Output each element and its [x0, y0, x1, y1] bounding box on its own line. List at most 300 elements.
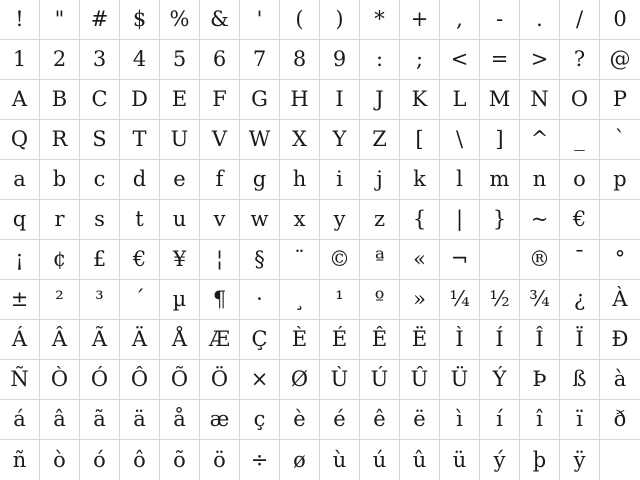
glyph-cell[interactable]	[440, 120, 480, 160]
glyph-character: Q	[10, 127, 29, 151]
glyph-character: V	[211, 127, 228, 151]
glyph-character: f	[215, 167, 224, 191]
glyph-cell[interactable]	[0, 160, 40, 200]
glyph-cell[interactable]	[600, 120, 640, 160]
glyph-character: º	[374, 287, 385, 311]
glyph-cell[interactable]	[200, 360, 240, 400]
glyph-cell[interactable]	[600, 400, 640, 440]
glyph-cell[interactable]	[600, 200, 640, 240]
glyph-character: p	[613, 167, 627, 191]
glyph-character: È	[291, 327, 308, 351]
glyph-cell[interactable]	[280, 80, 320, 120]
glyph-cell[interactable]	[120, 120, 160, 160]
glyph-character: j	[376, 167, 383, 191]
glyph-character: F	[212, 87, 227, 111]
glyph-character: ·	[256, 287, 263, 311]
glyph-cell[interactable]	[240, 400, 280, 440]
glyph-cell[interactable]	[200, 200, 240, 240]
glyph-cell[interactable]	[280, 200, 320, 240]
glyph-character: ª	[374, 247, 385, 271]
glyph-cell[interactable]	[400, 360, 440, 400]
glyph-cell[interactable]	[40, 240, 80, 280]
glyph-character: Á	[11, 327, 28, 351]
glyph-character: Ì	[455, 327, 464, 351]
glyph-cell[interactable]	[320, 320, 360, 360]
glyph-cell[interactable]	[120, 0, 160, 40]
glyph-cell[interactable]	[560, 160, 600, 200]
glyph-cell[interactable]	[40, 400, 80, 440]
glyph-cell[interactable]	[480, 160, 520, 200]
glyph-cell[interactable]	[520, 40, 560, 80]
glyph-character: s	[94, 207, 105, 231]
glyph-cell[interactable]	[600, 440, 640, 480]
glyph-cell[interactable]	[400, 40, 440, 80]
glyph-cell[interactable]	[0, 120, 40, 160]
glyph-cell[interactable]	[480, 360, 520, 400]
glyph-cell[interactable]	[360, 240, 400, 280]
glyph-cell[interactable]	[600, 0, 640, 40]
glyph-cell[interactable]	[320, 160, 360, 200]
glyph-cell[interactable]	[40, 200, 80, 240]
glyph-character: ´	[134, 287, 145, 311]
glyph-cell[interactable]	[240, 120, 280, 160]
glyph-cell[interactable]	[400, 80, 440, 120]
glyph-cell[interactable]	[240, 360, 280, 400]
glyph-character: ô	[133, 447, 146, 472]
glyph-character: ó	[93, 447, 106, 472]
glyph-cell[interactable]	[440, 240, 480, 280]
glyph-character: _	[574, 127, 585, 151]
glyph-cell[interactable]	[160, 40, 200, 80]
glyph-character: ©	[329, 247, 350, 271]
glyph-cell[interactable]	[160, 360, 200, 400]
glyph-cell[interactable]	[440, 80, 480, 120]
glyph-character: í	[496, 407, 503, 431]
glyph-cell[interactable]	[520, 160, 560, 200]
glyph-cell[interactable]	[120, 440, 160, 480]
glyph-character: m	[489, 167, 510, 191]
glyph-cell[interactable]	[520, 440, 560, 480]
glyph-character: Y	[332, 127, 347, 151]
glyph-cell[interactable]	[320, 200, 360, 240]
glyph-cell[interactable]	[160, 400, 200, 440]
glyph-cell[interactable]	[80, 360, 120, 400]
glyph-cell[interactable]	[360, 80, 400, 120]
glyph-character: M	[488, 87, 511, 111]
glyph-cell[interactable]	[160, 120, 200, 160]
glyph-character: ²	[55, 287, 64, 311]
glyph-character: {	[412, 207, 427, 231]
glyph-character: -	[495, 7, 504, 31]
glyph-cell[interactable]	[400, 200, 440, 240]
glyph-cell[interactable]	[240, 280, 280, 320]
glyph-cell[interactable]	[360, 360, 400, 400]
glyph-character: Ç	[251, 327, 268, 351]
glyph-character: d	[132, 167, 147, 191]
glyph-cell[interactable]	[320, 0, 360, 40]
glyph-cell[interactable]	[0, 360, 40, 400]
glyph-cell[interactable]	[360, 120, 400, 160]
glyph-cell[interactable]	[80, 280, 120, 320]
glyph-character: ¿	[573, 287, 586, 311]
glyph-character: Ò	[50, 367, 69, 391]
glyph-cell[interactable]	[400, 160, 440, 200]
glyph-cell[interactable]	[360, 280, 400, 320]
glyph-cell[interactable]	[40, 0, 80, 40]
glyph-character: à	[613, 367, 627, 391]
glyph-cell[interactable]	[440, 440, 480, 480]
glyph-cell[interactable]	[160, 80, 200, 120]
glyph-character	[496, 249, 503, 270]
glyph-cell[interactable]	[200, 80, 240, 120]
glyph-character: }	[492, 207, 507, 231]
glyph-cell[interactable]	[240, 40, 280, 80]
glyph-cell[interactable]	[240, 440, 280, 480]
glyph-cell[interactable]	[560, 200, 600, 240]
glyph-cell[interactable]	[280, 120, 320, 160]
glyph-cell[interactable]	[40, 320, 80, 360]
glyph-character: õ	[173, 447, 186, 472]
glyph-cell[interactable]	[600, 240, 640, 280]
glyph-character: i	[336, 167, 343, 191]
glyph-cell[interactable]	[40, 440, 80, 480]
glyph-cell[interactable]	[400, 400, 440, 440]
glyph-cell[interactable]	[280, 400, 320, 440]
glyph-character: J	[375, 87, 384, 111]
glyph-cell[interactable]	[120, 200, 160, 240]
glyph-cell[interactable]	[600, 360, 640, 400]
glyph-cell[interactable]	[520, 360, 560, 400]
glyph-cell[interactable]	[80, 160, 120, 200]
glyph-cell[interactable]	[520, 320, 560, 360]
glyph-cell[interactable]	[80, 80, 120, 120]
glyph-cell[interactable]	[80, 40, 120, 80]
glyph-cell[interactable]	[280, 440, 320, 480]
glyph-character: Ö	[210, 367, 229, 391]
glyph-character: R	[51, 127, 68, 151]
glyph-character: ë	[413, 407, 426, 431]
glyph-character: ú	[372, 447, 387, 472]
glyph-cell[interactable]	[480, 40, 520, 80]
glyph-cell[interactable]	[0, 200, 40, 240]
glyph-cell[interactable]	[480, 240, 520, 280]
glyph-character: €	[572, 207, 587, 231]
glyph-cell[interactable]	[560, 320, 600, 360]
glyph-cell[interactable]	[280, 320, 320, 360]
glyph-character: €	[132, 247, 147, 271]
glyph-cell[interactable]	[0, 40, 40, 80]
glyph-character: ,	[456, 7, 463, 31]
glyph-cell[interactable]	[440, 40, 480, 80]
glyph-character: é	[333, 407, 346, 431]
glyph-cell[interactable]	[160, 280, 200, 320]
glyph-cell[interactable]	[440, 360, 480, 400]
glyph-character: ö	[213, 447, 226, 472]
glyph-cell[interactable]	[280, 240, 320, 280]
glyph-character: ¬	[450, 247, 469, 271]
glyph-cell[interactable]	[360, 440, 400, 480]
glyph-cell[interactable]	[40, 120, 80, 160]
glyph-cell[interactable]	[120, 280, 160, 320]
glyph-cell[interactable]	[120, 40, 160, 80]
glyph-character: Û	[410, 367, 429, 391]
glyph-cell[interactable]	[240, 240, 280, 280]
glyph-character: É	[331, 327, 348, 351]
glyph-cell[interactable]	[360, 320, 400, 360]
glyph-cell[interactable]	[480, 400, 520, 440]
glyph-cell[interactable]	[160, 440, 200, 480]
glyph-cell[interactable]	[520, 120, 560, 160]
glyph-cell[interactable]	[440, 160, 480, 200]
glyph-character: Ä	[131, 327, 148, 351]
glyph-cell[interactable]	[80, 120, 120, 160]
glyph-cell[interactable]	[560, 440, 600, 480]
glyph-character: /	[575, 7, 584, 31]
glyph-cell[interactable]	[480, 200, 520, 240]
glyph-cell[interactable]	[120, 80, 160, 120]
glyph-cell[interactable]	[320, 40, 360, 80]
glyph-character: "	[54, 7, 65, 31]
glyph-cell[interactable]	[200, 280, 240, 320]
glyph-character: [	[415, 127, 424, 151]
glyph-character: H	[290, 87, 309, 111]
glyph-cell[interactable]	[560, 360, 600, 400]
glyph-cell[interactable]	[600, 40, 640, 80]
glyph-cell[interactable]	[520, 280, 560, 320]
glyph-cell[interactable]	[480, 0, 520, 40]
glyph-character: ÿ	[573, 447, 586, 472]
glyph-cell[interactable]	[360, 200, 400, 240]
glyph-cell[interactable]	[40, 160, 80, 200]
glyph-character: ]	[495, 127, 504, 151]
glyph-cell[interactable]	[120, 160, 160, 200]
glyph-cell[interactable]	[240, 160, 280, 200]
glyph-cell[interactable]	[120, 360, 160, 400]
glyph-character: Þ	[532, 367, 547, 391]
glyph-cell[interactable]	[80, 240, 120, 280]
glyph-character: g	[252, 167, 267, 191]
glyph-cell[interactable]	[560, 280, 600, 320]
glyph-character: â	[53, 407, 66, 431]
glyph-cell[interactable]	[200, 120, 240, 160]
glyph-cell[interactable]	[480, 280, 520, 320]
glyph-cell[interactable]	[520, 200, 560, 240]
glyph-character: Ú	[370, 367, 389, 391]
glyph-cell[interactable]	[400, 0, 440, 40]
glyph-cell[interactable]	[240, 80, 280, 120]
glyph-cell[interactable]	[320, 400, 360, 440]
glyph-cell[interactable]	[40, 80, 80, 120]
glyph-character: o	[573, 167, 586, 191]
glyph-cell[interactable]	[80, 0, 120, 40]
glyph-character: C	[91, 87, 108, 111]
glyph-cell[interactable]	[160, 240, 200, 280]
glyph-cell[interactable]	[600, 80, 640, 120]
glyph-cell[interactable]	[360, 160, 400, 200]
glyph-character: t	[135, 207, 144, 231]
glyph-character: ü	[452, 447, 467, 472]
glyph-character: å	[173, 407, 186, 431]
glyph-character: ù	[332, 447, 347, 472]
glyph-cell[interactable]	[120, 320, 160, 360]
glyph-cell[interactable]	[160, 0, 200, 40]
glyph-character: e	[173, 167, 186, 191]
glyph-cell[interactable]	[520, 400, 560, 440]
glyph-cell[interactable]	[400, 440, 440, 480]
glyph-cell[interactable]	[320, 120, 360, 160]
glyph-cell[interactable]	[280, 360, 320, 400]
glyph-character: u	[172, 207, 187, 231]
glyph-cell[interactable]	[440, 280, 480, 320]
glyph-character: µ	[172, 287, 187, 311]
glyph-cell[interactable]	[240, 320, 280, 360]
glyph-cell[interactable]	[560, 40, 600, 80]
glyph-character: 1	[12, 47, 27, 71]
glyph-character: §	[254, 247, 265, 271]
glyph-cell[interactable]	[320, 240, 360, 280]
glyph-character: Ê	[371, 327, 388, 351]
glyph-cell[interactable]	[0, 80, 40, 120]
glyph-cell[interactable]	[600, 320, 640, 360]
glyph-cell[interactable]	[280, 280, 320, 320]
glyph-cell[interactable]	[520, 80, 560, 120]
glyph-character: 6	[212, 47, 227, 71]
glyph-cell[interactable]	[80, 400, 120, 440]
glyph-cell[interactable]	[480, 80, 520, 120]
glyph-character: b	[52, 167, 67, 191]
glyph-cell[interactable]	[120, 240, 160, 280]
glyph-cell[interactable]	[0, 320, 40, 360]
glyph-cell[interactable]	[80, 200, 120, 240]
glyph-cell[interactable]	[520, 0, 560, 40]
glyph-cell[interactable]	[200, 160, 240, 200]
glyph-cell[interactable]	[0, 240, 40, 280]
glyph-character: ð	[613, 407, 627, 431]
glyph-character: =	[490, 47, 509, 71]
glyph-character: Ô	[130, 367, 149, 391]
glyph-cell[interactable]	[360, 40, 400, 80]
glyph-character: |	[455, 207, 464, 231]
glyph-character: $	[132, 7, 147, 31]
glyph-cell[interactable]	[200, 0, 240, 40]
glyph-cell[interactable]	[480, 120, 520, 160]
glyph-cell[interactable]	[240, 0, 280, 40]
glyph-character: £	[92, 247, 107, 271]
glyph-character: n	[532, 167, 547, 191]
glyph-character: 5	[172, 47, 187, 71]
glyph-cell[interactable]	[440, 400, 480, 440]
glyph-cell[interactable]	[480, 440, 520, 480]
glyph-cell[interactable]	[160, 160, 200, 200]
glyph-cell[interactable]	[560, 400, 600, 440]
glyph-cell[interactable]	[80, 440, 120, 480]
glyph-character: (	[295, 7, 304, 31]
glyph-character: .	[536, 7, 543, 31]
glyph-cell[interactable]	[560, 120, 600, 160]
glyph-character: ÷	[250, 447, 269, 472]
glyph-cell[interactable]	[160, 200, 200, 240]
glyph-cell[interactable]	[320, 80, 360, 120]
glyph-cell[interactable]	[280, 160, 320, 200]
glyph-cell[interactable]	[200, 400, 240, 440]
glyph-character: 7	[252, 47, 267, 71]
glyph-character: Å	[171, 327, 188, 351]
glyph-cell[interactable]	[520, 240, 560, 280]
glyph-cell[interactable]	[360, 0, 400, 40]
glyph-cell[interactable]	[400, 120, 440, 160]
glyph-character: 0	[613, 7, 627, 31]
glyph-cell[interactable]	[320, 360, 360, 400]
glyph-character: ä	[133, 407, 146, 431]
glyph-character: Ý	[492, 367, 507, 391]
glyph-cell[interactable]	[200, 40, 240, 80]
glyph-character: L	[452, 87, 467, 111]
glyph-character: @	[609, 47, 631, 71]
glyph-cell[interactable]	[280, 40, 320, 80]
glyph-cell[interactable]	[0, 280, 40, 320]
glyph-cell[interactable]	[40, 40, 80, 80]
glyph-character: ;	[415, 47, 424, 71]
glyph-character: Ø	[290, 367, 309, 391]
glyph-character: á	[13, 407, 26, 431]
glyph-cell[interactable]	[320, 280, 360, 320]
glyph-character: W	[248, 127, 271, 151]
glyph-character: >	[530, 47, 549, 71]
glyph-cell[interactable]	[600, 280, 640, 320]
glyph-cell[interactable]	[120, 400, 160, 440]
glyph-cell[interactable]	[200, 240, 240, 280]
glyph-character: <	[450, 47, 469, 71]
glyph-cell[interactable]	[360, 400, 400, 440]
glyph-cell[interactable]	[560, 80, 600, 120]
glyph-cell[interactable]	[440, 320, 480, 360]
glyph-cell[interactable]	[560, 240, 600, 280]
glyph-cell[interactable]	[40, 280, 80, 320]
glyph-cell[interactable]	[400, 240, 440, 280]
glyph-cell[interactable]	[200, 320, 240, 360]
glyph-cell[interactable]	[80, 320, 120, 360]
glyph-character: ã	[93, 407, 106, 431]
glyph-cell[interactable]	[0, 400, 40, 440]
glyph-cell[interactable]	[240, 200, 280, 240]
glyph-cell[interactable]	[160, 320, 200, 360]
glyph-character: è	[293, 407, 306, 431]
glyph-cell[interactable]	[40, 360, 80, 400]
glyph-cell[interactable]	[560, 0, 600, 40]
glyph-cell[interactable]	[280, 0, 320, 40]
glyph-cell[interactable]	[320, 440, 360, 480]
glyph-cell[interactable]	[440, 0, 480, 40]
glyph-cell[interactable]	[0, 0, 40, 40]
glyph-cell[interactable]	[0, 440, 40, 480]
glyph-cell[interactable]	[400, 280, 440, 320]
glyph-character: «	[413, 247, 426, 271]
glyph-character: X	[292, 127, 307, 151]
glyph-cell[interactable]	[200, 440, 240, 480]
glyph-cell[interactable]	[600, 160, 640, 200]
glyph-character: w	[250, 207, 269, 231]
glyph-character: Â	[51, 327, 68, 351]
glyph-character: î	[536, 407, 543, 431]
glyph-character: #	[90, 7, 109, 31]
glyph-character: ¹	[335, 287, 344, 311]
glyph-character: z	[373, 207, 386, 231]
glyph-cell[interactable]	[400, 320, 440, 360]
glyph-character: 3	[92, 47, 107, 71]
glyph-cell[interactable]	[440, 200, 480, 240]
glyph-cell[interactable]	[480, 320, 520, 360]
glyph-character: Í	[495, 327, 504, 351]
